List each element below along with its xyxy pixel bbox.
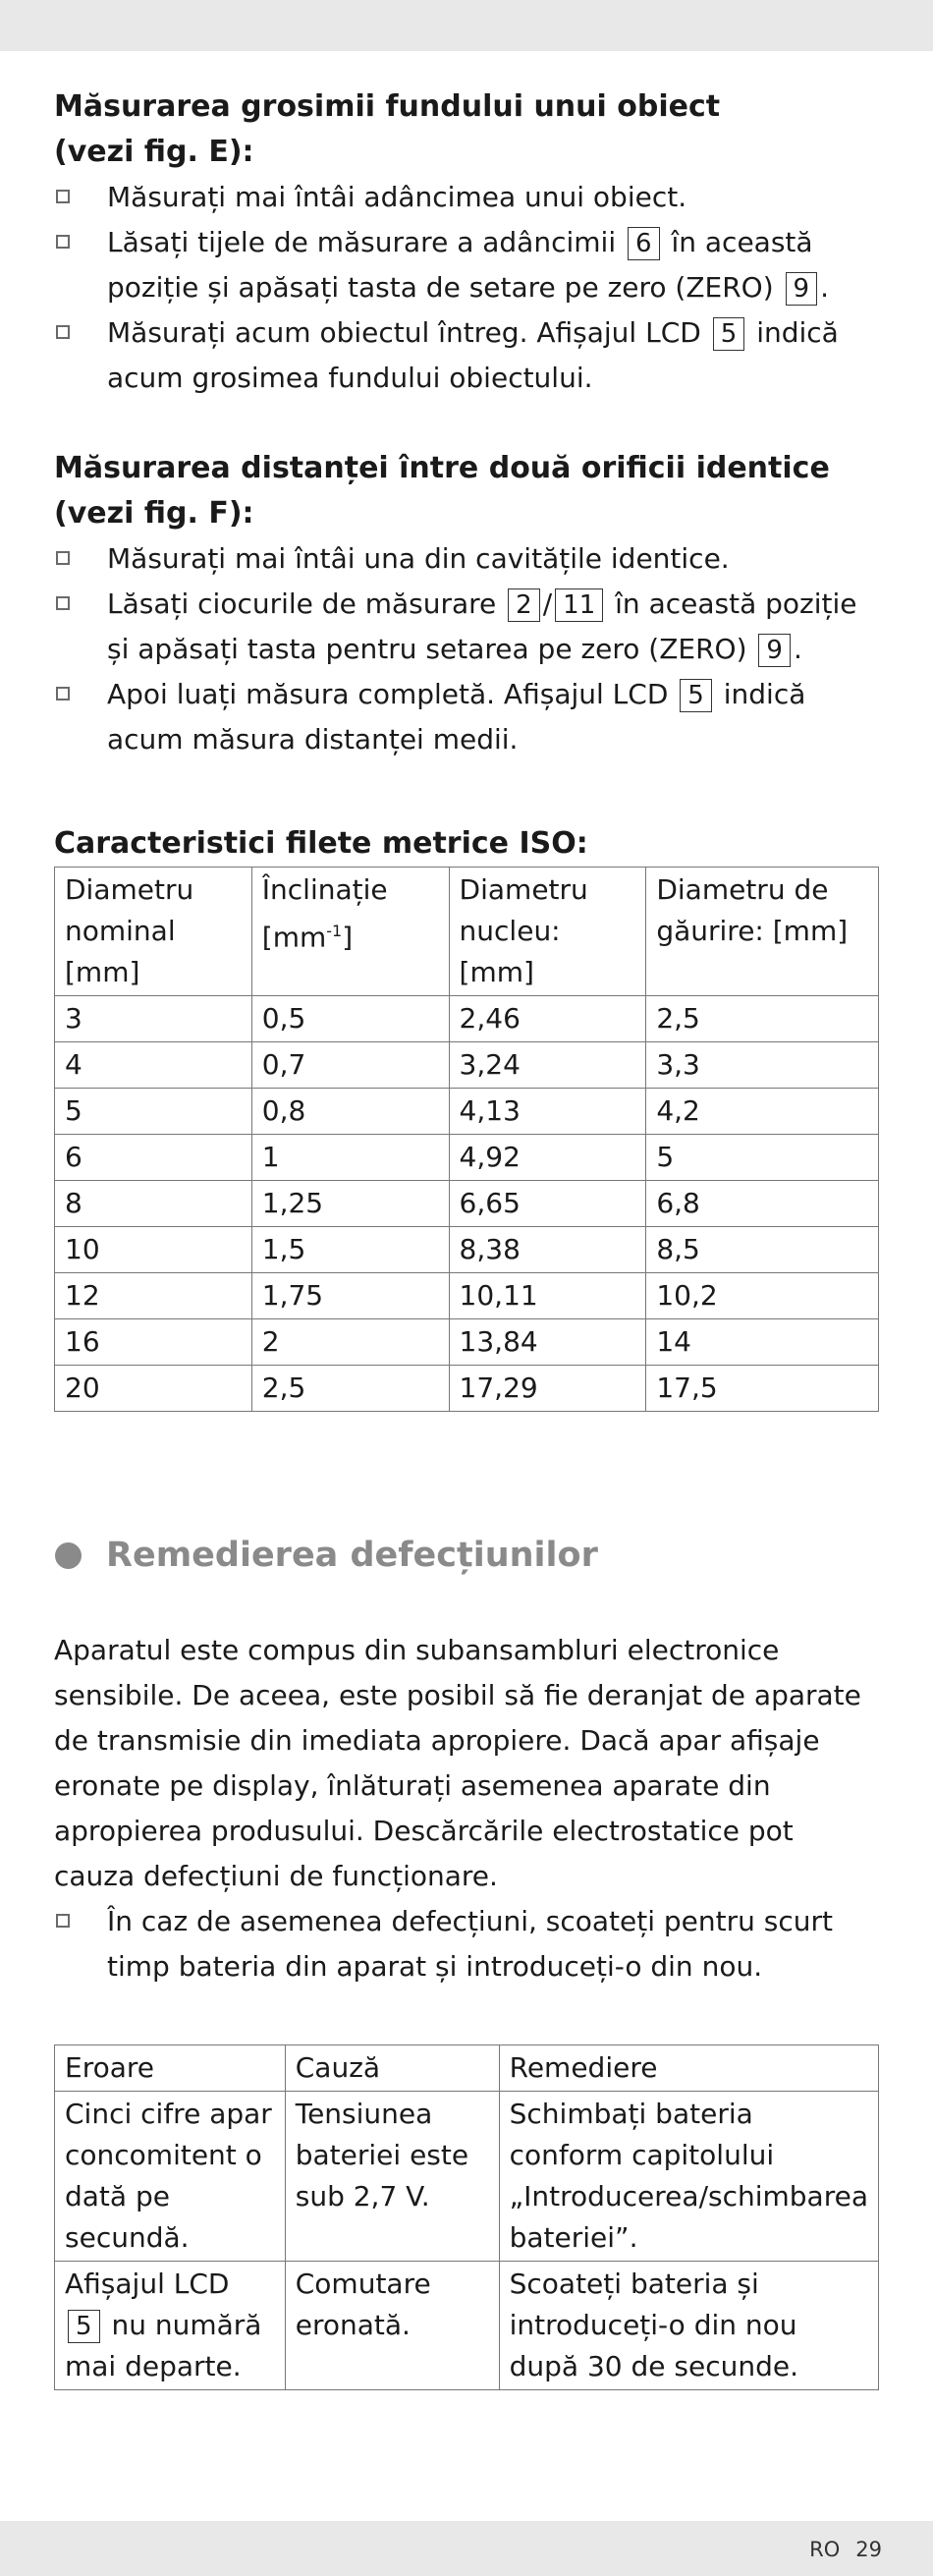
checkbox-bullet-icon: [56, 235, 70, 249]
table-cell: 2,5: [251, 1366, 449, 1412]
body-paragraph: Aparatul este compus din subansambluri electronice sensibile. De aceea, este posibil să fie deranjat de aparate de transmisie din imediata apropiere. Dacă apar afișaje eronate pe display, înlăturați asemenea aparate din apropierea produsului. Descărcările electrostatice pot cauza defecțiuni de funcționare.: [54, 1634, 861, 1892]
table-row: [55, 2092, 879, 2262]
list-item: Măsurați mai întâi una din cavitățile identice.: [54, 536, 879, 582]
table-cell: 6: [55, 1135, 252, 1181]
checkbox-bullet-icon: [56, 551, 70, 565]
checkbox-bullet-icon: [56, 687, 70, 700]
troubleshooting-table: [54, 2044, 879, 2390]
checkbox-bullet-icon: [56, 1914, 70, 1928]
table-cell: 6,8: [646, 1181, 879, 1227]
section-title: Măsurarea distanței între două orificii identice (vezi fig. F):: [54, 451, 830, 531]
table-row: [55, 1135, 879, 1181]
table-row: [55, 2262, 879, 2390]
section-bottom-thickness: [54, 84, 879, 401]
bullet-dot-icon: [55, 1542, 82, 1569]
column-header-drill-diameter: Diametru de găurire: [mm]: [646, 868, 879, 996]
table-cell: 3,24: [449, 1042, 646, 1089]
table-cell: 4,13: [449, 1089, 646, 1135]
table-row: [55, 1042, 879, 1089]
step-list: [54, 536, 879, 762]
table-cell: 1,25: [251, 1181, 449, 1227]
table-cell-error: Afișajul LCD 5 nu numără mai departe.: [55, 2262, 286, 2390]
top-margin-bar: [0, 0, 933, 51]
step-list: [54, 1899, 879, 1989]
part-reference-box: 2: [508, 588, 540, 622]
table-cell: 17,5: [646, 1366, 879, 1412]
part-reference-box: 5: [68, 2310, 100, 2343]
list-item: Măsurați mai întâi adâncimea unui obiect.: [54, 175, 879, 220]
table-cell: 0,8: [251, 1089, 449, 1135]
table-header-row: [55, 868, 879, 996]
table-header-row: [55, 2045, 879, 2092]
step-list: [54, 175, 879, 401]
table-cell: 8: [55, 1181, 252, 1227]
table-cell: 12: [55, 1273, 252, 1319]
column-header-pitch: Înclinație $[mm^{-1}]$: [251, 868, 449, 996]
table-cell: 10,11: [449, 1273, 646, 1319]
table-cell-cause: Tensiunea bateriei este sub 2,7 V.: [285, 2092, 499, 2262]
table-cell: 20: [55, 1366, 252, 1412]
table-row: [55, 996, 879, 1042]
table-cell: 1: [251, 1135, 449, 1181]
column-header-error: Eroare: [55, 2045, 286, 2092]
table-cell: 13,84: [449, 1319, 646, 1366]
language-code: RO: [809, 2538, 841, 2561]
table-cell: 10: [55, 1227, 252, 1273]
table-cell: 4,92: [449, 1135, 646, 1181]
section-troubleshooting: [54, 1532, 879, 2390]
list-item: Lăsați ciocurile de măsurare 2 / 11 în această poziție și apăsați tasta pentru setarea pe zero (ZERO) 9 .: [54, 582, 879, 672]
table-row: [55, 1181, 879, 1227]
table-row: [55, 1319, 879, 1366]
section-iso-threads: [54, 821, 879, 1412]
page-content: [54, 84, 879, 2390]
table-cell: 4,2: [646, 1089, 879, 1135]
table-cell: 14: [646, 1319, 879, 1366]
table-row: [55, 1366, 879, 1412]
table-cell: 5: [55, 1089, 252, 1135]
table-cell: 2,46: [449, 996, 646, 1042]
table-cell: 8,5: [646, 1227, 879, 1273]
checkbox-bullet-icon: [56, 325, 70, 339]
list-item: Lăsați tijele de măsurare a adâncimii 6 în această poziție și apăsați tasta de setare pe zero (ZERO) 9 .: [54, 220, 879, 310]
part-reference-box: 5: [680, 679, 712, 712]
list-item: În caz de asemenea defecțiuni, scoateți pentru scurt timp bateria din aparat și introduceți-o din nou.: [54, 1899, 879, 1989]
section-title: Măsurarea grosimii fundului unui obiect (vezi fig. E):: [54, 89, 721, 169]
column-header-nominal-diameter: Diametru nominal [mm]: [55, 868, 252, 996]
table-cell: 3,3: [646, 1042, 879, 1089]
table-cell: 2,5: [646, 996, 879, 1042]
table-cell: 16: [55, 1319, 252, 1366]
table-cell: 0,7: [251, 1042, 449, 1089]
iso-thread-table: [54, 867, 879, 1412]
section-heading: Remedierea defecțiunilor: [54, 1532, 879, 1579]
table-row: [55, 1227, 879, 1273]
table-cell: 5: [646, 1135, 879, 1181]
table-cell: 1,5: [251, 1227, 449, 1273]
list-item: Apoi luați măsura completă. Afișajul LCD 5 indică acum măsura distanței medii.: [54, 672, 879, 762]
page-footer: [794, 2538, 882, 2561]
table-cell: 17,29: [449, 1366, 646, 1412]
table-cell-cause: Comutare eronată.: [285, 2262, 499, 2390]
table-cell: 1,75: [251, 1273, 449, 1319]
table-row: [55, 1273, 879, 1319]
table-cell: 4: [55, 1042, 252, 1089]
section-hole-distance: [54, 446, 879, 762]
table-cell-remedy: Scoateți bateria și introduceți-o din nou după 30 de secunde.: [499, 2262, 878, 2390]
checkbox-bullet-icon: [56, 190, 70, 203]
table-cell: 6,65: [449, 1181, 646, 1227]
part-reference-box: 6: [628, 227, 660, 260]
table-row: [55, 1089, 879, 1135]
table-cell: 2: [251, 1319, 449, 1366]
table-cell: 0,5: [251, 996, 449, 1042]
table-cell-error: Cinci cifre apar concomitent o dată pe secundă.: [55, 2092, 286, 2262]
checkbox-bullet-icon: [56, 596, 70, 610]
table-cell: 8,38: [449, 1227, 646, 1273]
table-cell-remedy: Schimbați bateria conform capitolului „Introducerea/schimbarea bateriei”.: [499, 2092, 878, 2262]
table-title: Caracteristici filete metrice ISO:: [54, 826, 588, 861]
list-item: Măsurați acum obiectul întreg. Afișajul LCD 5 indică acum grosimea fundului obiectului.: [54, 310, 879, 401]
page-number: 29: [855, 2538, 882, 2561]
column-header-remedy: Remediere: [499, 2045, 878, 2092]
part-reference-box: 9: [758, 634, 791, 667]
table-cell: 3: [55, 996, 252, 1042]
column-header-core-diameter: Diametru nucleu: [mm]: [449, 868, 646, 996]
part-reference-box: 5: [713, 317, 745, 351]
part-reference-box: 11: [555, 588, 603, 622]
column-header-cause: Cauză: [285, 2045, 499, 2092]
part-reference-box: 9: [786, 272, 818, 306]
table-cell: 10,2: [646, 1273, 879, 1319]
